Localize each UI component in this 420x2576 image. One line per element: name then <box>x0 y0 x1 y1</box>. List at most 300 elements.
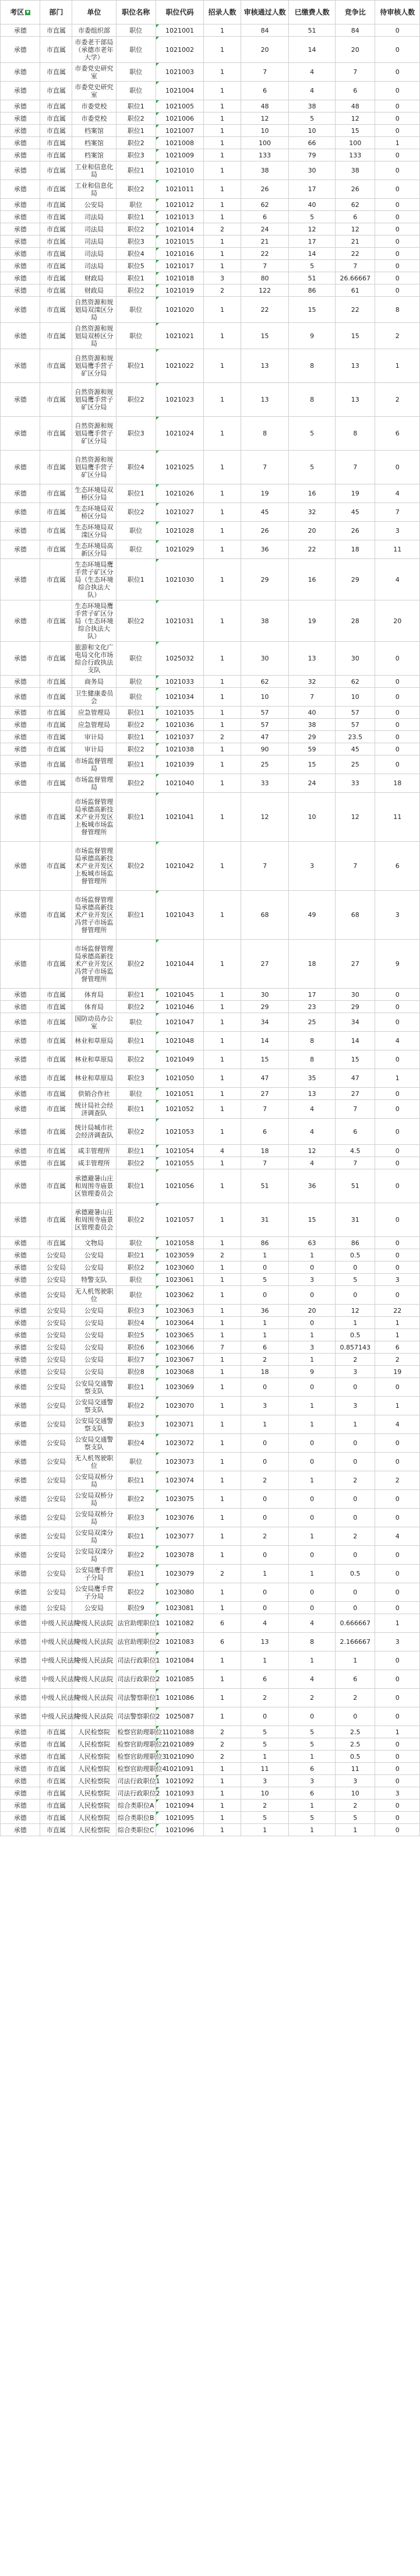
table-row <box>1 1013 420 1032</box>
table-cell: 0 <box>289 1378 336 1397</box>
table-cell: 1 <box>204 1203 241 1237</box>
table-cell: 1 <box>204 1378 241 1397</box>
table-cell: 26 <box>336 180 375 199</box>
table-cell: 3 <box>241 1397 289 1415</box>
table-cell: 0 <box>336 1602 375 1614</box>
table-cell: 市直属 <box>40 1145 72 1157</box>
table-cell: 市直属 <box>40 755 72 774</box>
table-cell: 职位2 <box>116 1546 156 1565</box>
table-cell: 1 <box>375 1397 420 1415</box>
table-cell: 0 <box>375 211 420 223</box>
table-row <box>1 940 420 989</box>
table-cell: 0 <box>375 63 420 82</box>
table-cell: 80 <box>241 272 289 284</box>
table-cell: 中级人民法院 <box>72 1651 116 1670</box>
table-cell: 承德 <box>1 82 40 100</box>
table-cell: 市场监督管理局 <box>72 774 116 793</box>
table-cell: 公安局 <box>40 1274 72 1286</box>
table-cell: 人民检察院 <box>72 1775 116 1787</box>
table-cell: 1 <box>204 1317 241 1329</box>
column-header[interactable] <box>241 1 289 24</box>
table-cell: 承德 <box>1 323 40 349</box>
table-cell: 承德 <box>1 540 40 559</box>
table-cell: 承德 <box>1 1602 40 1614</box>
table-cell: 1 <box>204 793 241 842</box>
table-cell: 无人机驾驶职位 <box>72 1286 116 1305</box>
table-cell: 自然资源和规划局双桥区分局 <box>72 323 116 349</box>
table-cell: 0 <box>375 1453 420 1471</box>
table-row <box>1 1001 420 1013</box>
table-cell: 职位3 <box>116 1069 156 1088</box>
table-cell: 12 <box>241 113 289 125</box>
table-cell: 27 <box>336 1088 375 1100</box>
table-cell: 0 <box>336 1509 375 1527</box>
table-cell: 0 <box>375 1824 420 1836</box>
table-cell: 公安局 <box>40 1397 72 1415</box>
table-cell: 1 <box>204 113 241 125</box>
table-cell: 承德 <box>1 1453 40 1471</box>
table-cell: 29 <box>336 1001 375 1013</box>
table-row <box>1 774 420 793</box>
table-cell: 47 <box>336 1069 375 1088</box>
table-cell: 6 <box>289 1787 336 1800</box>
table-cell: 12 <box>336 223 375 236</box>
table-cell: 承德 <box>1 1261 40 1274</box>
table-cell: 0 <box>375 1261 420 1274</box>
filter-dropdown-icon[interactable]: ▼ <box>26 9 30 15</box>
table-cell: 职位3 <box>116 417 156 451</box>
table-cell: 承德 <box>1 1397 40 1415</box>
table-cell: 公安局 <box>72 1602 116 1614</box>
table-cell: 承德 <box>1 688 40 707</box>
table-cell: 0.5 <box>336 1751 375 1763</box>
table-cell: 市直属 <box>40 383 72 417</box>
table-cell: 旅游和文化广电局文化市场综合行政执法支队 <box>72 642 116 676</box>
table-cell: 1 <box>204 1651 241 1670</box>
table-row <box>1 1261 420 1274</box>
column-header[interactable] <box>289 1 336 24</box>
column-header[interactable] <box>116 1 156 24</box>
table-cell: 1 <box>204 1689 241 1707</box>
table-cell: 6 <box>375 417 420 451</box>
table-cell: 2 <box>241 1354 289 1366</box>
table-cell: 3 <box>289 842 336 891</box>
column-header[interactable] <box>40 1 72 24</box>
table-cell: 1023063 <box>156 1305 203 1317</box>
table-cell: 1 <box>204 82 241 100</box>
table-cell: 0.5 <box>336 1565 375 1583</box>
table-cell: 承德 <box>1 1145 40 1157</box>
table-cell: 市委党校 <box>72 100 116 113</box>
table-cell: 市直属 <box>40 1032 72 1050</box>
table-cell: 1 <box>289 1800 336 1812</box>
table-cell: 1 <box>241 1249 289 1261</box>
table-cell: 1 <box>204 842 241 891</box>
table-cell: 职位8 <box>116 1366 156 1378</box>
table-cell: 市直属 <box>40 349 72 383</box>
table-cell: 1 <box>204 137 241 149</box>
table-cell: 2.5 <box>336 1726 375 1738</box>
table-cell: 市直属 <box>40 125 72 137</box>
table-cell: 市直属 <box>40 63 72 82</box>
table-cell: 职位1 <box>116 707 156 719</box>
table-cell: 0 <box>375 1565 420 1583</box>
table-cell: 27 <box>241 940 289 989</box>
table-cell: 1 <box>204 707 241 719</box>
table-cell: 职位3 <box>116 149 156 161</box>
table-cell: 62 <box>336 676 375 688</box>
table-row <box>1 1565 420 1583</box>
table-cell: 18 <box>289 940 336 989</box>
table-cell: 承德 <box>1 1800 40 1812</box>
table-cell: 0 <box>289 1602 336 1614</box>
table-cell: 人民检察院 <box>72 1751 116 1763</box>
table-cell: 职位 <box>116 1237 156 1249</box>
table-cell: 市场监督管理局承德高新技术产业开发区冯营子市场监督管理所 <box>72 891 116 940</box>
table-cell: 13 <box>241 349 289 383</box>
table-cell: 0 <box>241 1509 289 1527</box>
table-cell: 职位 <box>116 24 156 37</box>
table-cell: 职位 <box>116 688 156 707</box>
table-cell: 18 <box>336 540 375 559</box>
table-cell: 45 <box>241 503 289 522</box>
table-cell: 1 <box>289 1824 336 1836</box>
table-cell: 1 <box>289 1751 336 1763</box>
table-cell: 23.5 <box>336 731 375 743</box>
table-row <box>1 503 420 522</box>
table-cell: 36 <box>241 540 289 559</box>
table-cell: 6 <box>375 1341 420 1354</box>
column-header[interactable] <box>156 1 203 24</box>
table-cell: 承德 <box>1 284 40 297</box>
table-cell: 公安局鹰手营子分局 <box>72 1565 116 1583</box>
table-cell: 市直属 <box>40 199 72 211</box>
table-cell: 职位2 <box>116 842 156 891</box>
table-cell: 1 <box>289 1249 336 1261</box>
table-cell: 市直属 <box>40 642 72 676</box>
table-cell: 6 <box>241 1119 289 1145</box>
table-cell: 中级人民法院 <box>40 1633 72 1651</box>
table-cell: 57 <box>241 719 289 731</box>
table-cell: 市直属 <box>40 600 72 642</box>
table-cell: 市场监督管理局 <box>72 755 116 774</box>
table-cell: 1 <box>204 755 241 774</box>
table-cell: 1 <box>204 1434 241 1453</box>
table-cell: 8 <box>289 1032 336 1050</box>
table-cell: 职位4 <box>116 1434 156 1453</box>
table-row <box>1 1354 420 1366</box>
column-header-label: 单位 <box>87 8 101 16</box>
table-cell: 0 <box>375 1001 420 1013</box>
table-row <box>1 1509 420 1527</box>
table-row <box>1 323 420 349</box>
table-cell: 5 <box>289 113 336 125</box>
table-cell: 职位1 <box>116 731 156 743</box>
table-row <box>1 676 420 688</box>
table-cell: 市直属 <box>40 417 72 451</box>
table-cell: 职位2 <box>116 113 156 125</box>
table-cell: 司法行政职位2 <box>116 1787 156 1800</box>
table-cell: 职位3 <box>116 1509 156 1527</box>
column-header-label: 部门 <box>49 8 63 16</box>
table-cell: 3 <box>241 1775 289 1787</box>
table-cell: 48 <box>241 100 289 113</box>
table-cell: 1 <box>204 503 241 522</box>
column-header[interactable] <box>1 1 40 24</box>
table-cell: 0 <box>336 1261 375 1274</box>
table-cell: 公安局 <box>40 1354 72 1366</box>
table-row <box>1 349 420 383</box>
table-cell: 4 <box>375 484 420 503</box>
table-row <box>1 1471 420 1490</box>
table-cell: 职位1 <box>116 484 156 503</box>
table-cell: 1 <box>204 1032 241 1050</box>
table-cell: 0 <box>289 1453 336 1471</box>
table-cell: 0 <box>375 1237 420 1249</box>
table-cell: 6 <box>336 211 375 223</box>
table-cell: 市直属 <box>40 989 72 1001</box>
table-cell: 1023065 <box>156 1329 203 1341</box>
table-cell: 公安局双桥分局 <box>72 1471 116 1490</box>
table-row <box>1 199 420 211</box>
table-cell: 1 <box>241 1317 289 1329</box>
table-cell: 4 <box>241 1614 289 1633</box>
table-cell: 57 <box>241 707 289 719</box>
table-cell: 0 <box>336 1490 375 1509</box>
table-cell: 承德 <box>1 774 40 793</box>
table-cell: 4.5 <box>336 1145 375 1157</box>
table-cell: 8 <box>289 383 336 417</box>
table-row <box>1 1490 420 1509</box>
table-cell: 0 <box>375 199 420 211</box>
table-cell: 1021052 <box>156 1100 203 1119</box>
table-cell: 2 <box>375 383 420 417</box>
table-cell: 17 <box>289 236 336 248</box>
table-cell: 4 <box>375 1415 420 1434</box>
table-cell: 0 <box>375 1738 420 1751</box>
table-cell: 中级人民法院 <box>72 1689 116 1707</box>
column-header-label: 待审核人数 <box>380 8 415 16</box>
table-cell: 市直属 <box>40 1763 72 1775</box>
table-cell: 0 <box>375 1088 420 1100</box>
table-cell: 3 <box>375 1633 420 1651</box>
table-cell: 特警支队 <box>72 1274 116 1286</box>
table-cell: 无人机驾驶职位 <box>72 1453 116 1471</box>
table-cell: 文物局 <box>72 1237 116 1249</box>
table-cell: 0 <box>375 100 420 113</box>
table-cell: 人民检察院 <box>72 1763 116 1775</box>
table-cell: 公安局 <box>40 1583 72 1602</box>
table-cell: 1021025 <box>156 451 203 484</box>
table-cell: 公安局 <box>40 1527 72 1546</box>
table-cell: 36 <box>289 1169 336 1203</box>
table-cell: 承德 <box>1 1509 40 1527</box>
table-cell: 5 <box>289 1726 336 1738</box>
table-cell: 1 <box>375 349 420 383</box>
table-cell: 59 <box>289 743 336 755</box>
table-cell: 0 <box>375 1434 420 1453</box>
table-cell: 公安局 <box>40 1415 72 1434</box>
table-cell: 1021042 <box>156 842 203 891</box>
table-cell: 职位2 <box>116 743 156 755</box>
table-cell: 公安局 <box>72 1354 116 1366</box>
table-cell: 承德 <box>1 707 40 719</box>
table-cell: 市直属 <box>40 180 72 199</box>
table-cell: 0 <box>336 1286 375 1305</box>
table-cell: 2 <box>336 1689 375 1707</box>
column-header[interactable] <box>72 1 116 24</box>
table-cell: 工业和信息化局 <box>72 180 116 199</box>
table-cell: 0 <box>375 1707 420 1726</box>
table-cell: 1023067 <box>156 1354 203 1366</box>
table-cell: 0 <box>375 719 420 731</box>
table-cell: 6 <box>336 1119 375 1145</box>
table-cell: 承德避暑山庄和周围寺庙景区管理委员会 <box>72 1203 116 1237</box>
table-cell: 1 <box>336 1824 375 1836</box>
table-cell: 生态环境局高新区分局 <box>72 540 116 559</box>
table-cell: 承德 <box>1 642 40 676</box>
table-cell: 5 <box>241 1274 289 1286</box>
table-cell: 1 <box>204 1527 241 1546</box>
table-cell: 林业和草原局 <box>72 1050 116 1069</box>
table-cell: 职位1 <box>116 1249 156 1261</box>
table-row <box>1 1286 420 1305</box>
table-cell: 职位2 <box>116 137 156 149</box>
column-header[interactable] <box>204 1 241 24</box>
table-cell: 22 <box>289 540 336 559</box>
table-cell: 0 <box>289 1707 336 1726</box>
table-cell: 中级人民法院 <box>40 1614 72 1633</box>
table-cell: 22 <box>336 297 375 323</box>
table-cell: 4 <box>289 1157 336 1169</box>
table-cell: 1021095 <box>156 1812 203 1824</box>
table-cell: 1021096 <box>156 1824 203 1836</box>
table-cell: 0 <box>375 236 420 248</box>
table-cell: 1 <box>204 1169 241 1203</box>
table-cell: 职位1 <box>116 211 156 223</box>
table-cell: 1021056 <box>156 1169 203 1203</box>
table-cell: 承德 <box>1 180 40 199</box>
table-cell: 咸丰管理所 <box>72 1157 116 1169</box>
table-row <box>1 989 420 1001</box>
table-cell: 24 <box>241 223 289 236</box>
table-cell: 职位 <box>116 540 156 559</box>
table-cell: 承德 <box>1 1354 40 1366</box>
table-cell: 1 <box>204 100 241 113</box>
table-cell: 5 <box>289 211 336 223</box>
table-cell: 1 <box>204 1602 241 1614</box>
table-cell: 1023071 <box>156 1415 203 1434</box>
table-cell: 公安局 <box>40 1249 72 1261</box>
table-cell: 承德避暑山庄和周围寺庙景区管理委员会 <box>72 1169 116 1203</box>
table-cell: 0 <box>375 1013 420 1032</box>
table-cell: 公安局 <box>40 1366 72 1378</box>
table-cell: 公安局 <box>40 1341 72 1354</box>
table-cell: 1 <box>289 1527 336 1546</box>
table-cell: 0 <box>375 1546 420 1565</box>
table-row <box>1 1069 420 1088</box>
table-cell: 7 <box>241 260 289 272</box>
table-cell: 公安局 <box>72 1305 116 1317</box>
table-cell: 20 <box>375 600 420 642</box>
table-cell: 市直属 <box>40 940 72 989</box>
header-row <box>1 1 420 24</box>
table-cell: 1 <box>204 989 241 1001</box>
table-cell: 司法行政职位2 <box>116 1670 156 1689</box>
table-cell: 84 <box>241 24 289 37</box>
table-cell: 职位2 <box>116 1490 156 1509</box>
table-cell: 4 <box>289 1100 336 1119</box>
table-cell: 1021008 <box>156 137 203 149</box>
table-cell: 1 <box>375 1329 420 1341</box>
column-header[interactable] <box>375 1 420 24</box>
table-cell: 职位2 <box>116 1397 156 1415</box>
table-cell: 市直属 <box>40 1751 72 1763</box>
table-cell: 21 <box>336 236 375 248</box>
table-row <box>1 1100 420 1119</box>
table-cell: 6 <box>336 82 375 100</box>
table-cell: 承德 <box>1 1415 40 1434</box>
table-cell: 1025032 <box>156 642 203 676</box>
table-cell: 51 <box>289 24 336 37</box>
table-cell: 公安局 <box>72 1249 116 1261</box>
table-cell: 28 <box>336 600 375 642</box>
table-row <box>1 1689 420 1707</box>
table-cell: 0 <box>375 1670 420 1689</box>
table-cell: 2 <box>241 1527 289 1546</box>
table-cell: 职位2 <box>116 1050 156 1069</box>
table-cell: 1 <box>204 323 241 349</box>
table-cell: 档案馆 <box>72 149 116 161</box>
table-cell: 1 <box>204 1415 241 1434</box>
table-cell: 1021022 <box>156 349 203 383</box>
table-cell: 承德 <box>1 1583 40 1602</box>
table-cell: 7 <box>336 63 375 82</box>
table-cell: 公安局 <box>40 1453 72 1471</box>
table-cell: 1021035 <box>156 707 203 719</box>
table-cell: 中级人民法院 <box>40 1651 72 1670</box>
table-row <box>1 1274 420 1286</box>
table-cell: 职位2 <box>116 1119 156 1145</box>
table-cell: 51 <box>241 1169 289 1203</box>
table-cell: 2 <box>336 1527 375 1546</box>
table-cell: 1 <box>204 719 241 731</box>
table-cell: 公安局交通警察支队 <box>72 1434 116 1453</box>
table-row <box>1 688 420 707</box>
table-cell: 40 <box>289 199 336 211</box>
table-cell: 0 <box>289 1583 336 1602</box>
table-cell: 6 <box>241 1670 289 1689</box>
table-cell: 公安局 <box>40 1261 72 1274</box>
table-cell: 79 <box>289 149 336 161</box>
table-cell: 0 <box>375 1689 420 1707</box>
table-cell: 1 <box>204 24 241 37</box>
table-row <box>1 731 420 743</box>
table-cell: 中级人民法院 <box>40 1689 72 1707</box>
table-cell: 职位1 <box>116 891 156 940</box>
table-cell: 51 <box>336 1169 375 1203</box>
table-cell: 1021094 <box>156 1800 203 1812</box>
table-cell: 承德 <box>1 1013 40 1032</box>
table-cell: 供销合作社 <box>72 1088 116 1100</box>
table-row <box>1 484 420 503</box>
table-cell: 职位1 <box>116 1032 156 1050</box>
table-cell: 45 <box>336 503 375 522</box>
table-cell: 8 <box>336 417 375 451</box>
table-cell: 1023070 <box>156 1397 203 1415</box>
column-header[interactable] <box>336 1 375 24</box>
table-cell: 承德 <box>1 63 40 82</box>
